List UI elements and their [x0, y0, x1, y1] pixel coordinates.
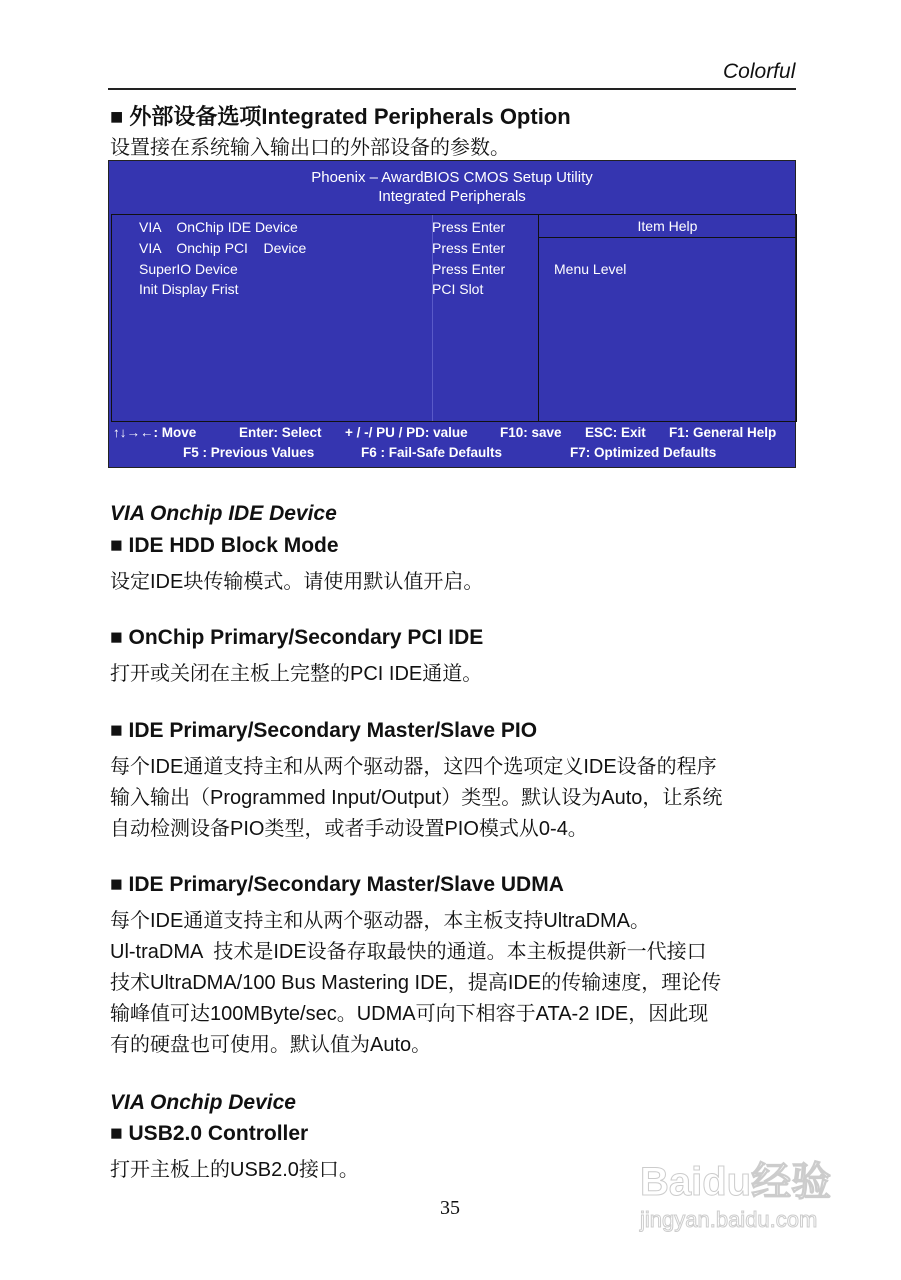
bios-screenshot [108, 160, 796, 468]
bios-item-value[interactable]: PCI Slot [432, 281, 484, 297]
subsection-title: VIA Onchip Device [110, 1091, 296, 1114]
bios-item-label[interactable]: SuperIO Device [139, 261, 238, 277]
key-optimized: F7: Optimized Defaults [570, 445, 717, 460]
item-desc: 有的硬盘也可使用。默认值为Auto。 [110, 1034, 432, 1056]
baidu-watermark [640, 1150, 831, 1233]
key-select: Enter: Select [239, 425, 322, 440]
help-text: Menu Level [554, 261, 627, 277]
help-divider [538, 215, 539, 421]
bios-panel [111, 214, 797, 422]
item-desc: 输峰值可达100MByte/sec。UDMA可向下相容于ATA-2 IDE，因此现 [110, 1003, 709, 1025]
item-heading: ■ IDE Primary/Secondary Master/Slave PIO [110, 719, 538, 742]
bios-title: Phoenix – AwardBIOS CMOS Setup Utility [311, 169, 593, 186]
item-heading: ■ IDE HDD Block Mode [110, 534, 339, 557]
key-value: + / -/ PU / PD: value [345, 425, 468, 440]
item-desc: 输入输出（Programmed Input/Output）类型。默认设为Auto，让系统 [110, 787, 723, 809]
item-heading: ■ USB2.0 Controller [110, 1122, 309, 1145]
bios-item-label[interactable]: VIA OnChip IDE Device [139, 219, 298, 235]
bios-item-value[interactable]: Press Enter [432, 240, 506, 256]
bios-item-value[interactable]: Press Enter [432, 219, 506, 235]
item-desc: 打开或关闭在主板上完整的PCI IDE通道。 [110, 663, 483, 685]
brand-header: Colorful [723, 60, 796, 83]
section-title: ■ 外部设备选项Integrated Peripherals Option [110, 104, 571, 129]
page-number: 35 [440, 1197, 460, 1219]
item-desc: Ul-traDMA 技术是IDE设备存取最快的通道。本主板提供新一代接口 [110, 941, 707, 963]
bios-item-value[interactable]: Press Enter [432, 261, 506, 277]
section-desc: 设置接在系统输入输出口的外部设备的参数。 [110, 137, 510, 159]
item-desc: 自动检测设备PIO类型，或者手动设置PIO模式从0-4。 [110, 818, 588, 840]
key-save: F10: save [500, 425, 562, 440]
item-heading: ■ IDE Primary/Secondary Master/Slave UDMA [110, 873, 564, 896]
item-desc: 每个IDE通道支持主和从两个驱动器，这四个选项定义IDE设备的程序 [110, 756, 717, 778]
key-failsafe: F6 : Fail-Safe Defaults [361, 445, 503, 460]
bios-item-label[interactable]: Init Display Frist [139, 281, 239, 297]
item-desc: 设定IDE块传输模式。请使用默认值开启。 [110, 571, 484, 593]
subsection-title: VIA Onchip IDE Device [110, 502, 337, 525]
watermark-url: jingyan.baidu.com [640, 1207, 818, 1232]
item-desc: 每个IDE通道支持主和从两个驱动器，本主板支持UltraDMA。 [110, 910, 651, 932]
bios-subtitle: Integrated Peripherals [378, 188, 526, 205]
bios-item-label[interactable]: VIA Onchip PCI Device [139, 240, 307, 256]
item-desc: 技术UltraDMA/100 Bus Mastering IDE，提高IDE的传输速度，理论传 [110, 972, 722, 994]
watermark-logo: Baidu经验 [640, 1160, 832, 1204]
key-move: ↑↓→←: Move [113, 425, 197, 440]
item-heading: ■ OnChip Primary/Secondary PCI IDE [110, 626, 484, 649]
item-help-header: Item Help [539, 215, 796, 238]
key-previous: F5 : Previous Values [183, 445, 315, 460]
header-rule [108, 88, 796, 90]
item-desc: 打开主板上的USB2.0接口。 [110, 1159, 359, 1181]
key-help: F1: General Help [669, 425, 777, 440]
key-exit: ESC: Exit [585, 425, 646, 440]
